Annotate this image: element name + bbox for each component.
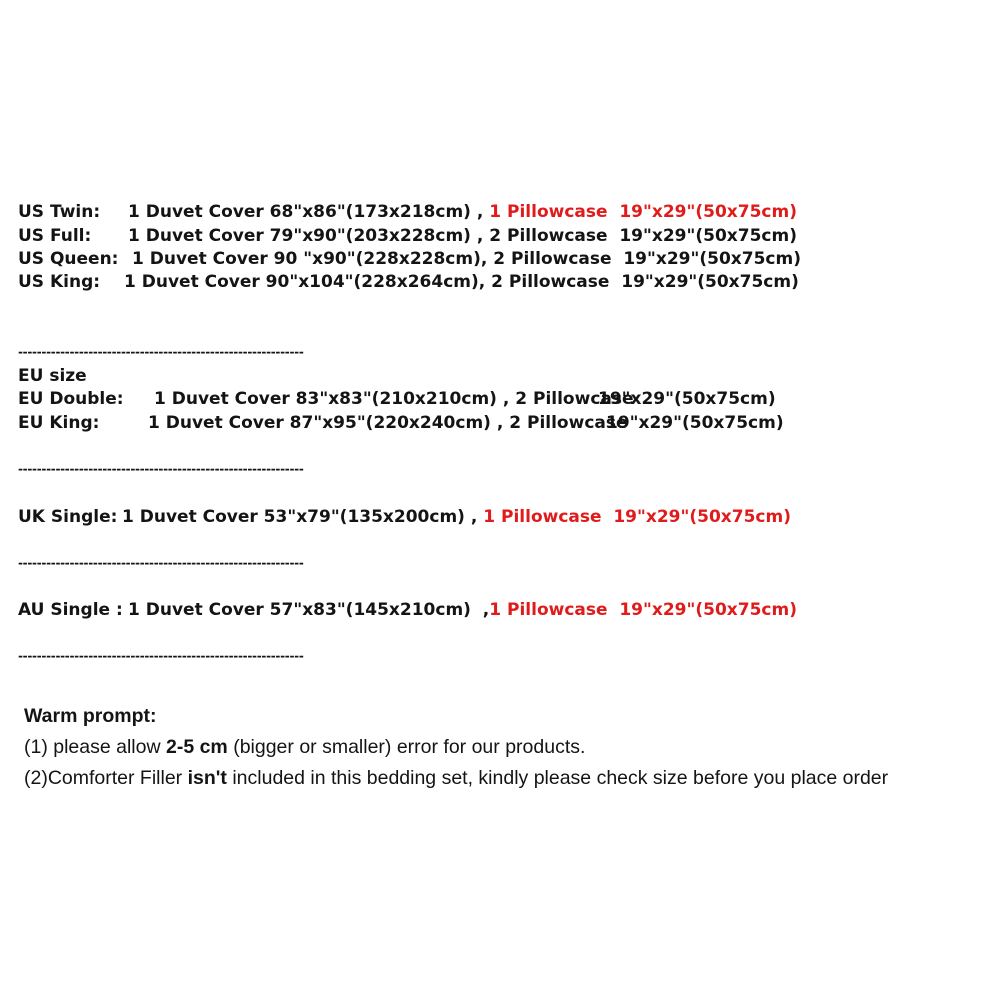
au-single-row	[18, 600, 797, 620]
pillowcase-spec: 2 Pillowcase 19"x29"(50x75cm)	[491, 272, 799, 292]
duvet-cover-spec: 1 Duvet Cover 57"x83"(145x210cm) ,	[128, 600, 490, 620]
warm-prompt-line-1	[24, 735, 585, 759]
pillowcase-spec: 1 Pillowcase 19"x29"(50x75cm)	[483, 507, 791, 527]
eu-king-row	[18, 413, 784, 433]
us-queen-row	[18, 249, 801, 269]
size-label: EU Double:	[18, 389, 124, 409]
separator: -------------------------------------------------------------	[18, 462, 304, 476]
pillowcase-spec: 2 Pillowcase 19"x29"(50x75cm)	[489, 226, 797, 246]
us-full-row	[18, 226, 797, 246]
pillowcase-spec: 1 Pillowcase 19"x29"(50x75cm)	[489, 600, 797, 620]
duvet-cover-spec: 1 Duvet Cover 90"x104"(228x264cm),	[124, 272, 492, 292]
prompt-text: included in this bedding set, kindly please check size before you place order	[226, 767, 889, 789]
duvet-cover-spec: 1 Duvet Cover 53"x79"(135x200cm) ,	[122, 507, 484, 527]
size-label: US King:	[18, 272, 101, 292]
pillowcase-spec: 2 Pillowcase 19"x29"(50x75cm)	[493, 249, 801, 269]
us-king-row	[18, 272, 799, 292]
us-twin-row	[18, 202, 797, 222]
warm-prompt-line-2	[24, 766, 888, 790]
eu-heading: EU size	[18, 366, 87, 386]
pillowcase-spec: 1 Pillowcase 19"x29"(50x75cm)	[489, 202, 797, 222]
size-label: EU King:	[18, 413, 100, 433]
separator: -------------------------------------------------------------	[18, 345, 304, 359]
pillowcase-size: 19"x29"(50x75cm)	[598, 389, 776, 409]
pillowcase-size: 19"x29"(50x75cm)	[606, 413, 784, 433]
prompt-text: (2)Comforter Filler	[24, 767, 188, 789]
size-label: US Full:	[18, 226, 92, 246]
separator: -------------------------------------------------------------	[18, 649, 304, 663]
uk-single-row	[18, 507, 791, 527]
duvet-cover-spec: 1 Duvet Cover 90 "x90"(228x228cm),	[132, 249, 494, 269]
prompt-text: (1) please allow	[24, 736, 166, 758]
size-label: US Twin:	[18, 202, 101, 222]
size-label: AU Single :	[18, 600, 123, 620]
duvet-cover-spec: 1 Duvet Cover 87"x95"(220x240cm) , 2 Pillowcase	[148, 413, 628, 433]
duvet-cover-spec: 1 Duvet Cover 68"x86"(173x218cm) ,	[128, 202, 490, 222]
separator: -------------------------------------------------------------	[18, 556, 304, 570]
prompt-text: (bigger or smaller) error for our products.	[227, 736, 586, 758]
size-label: US Queen:	[18, 249, 119, 269]
duvet-cover-spec: 1 Duvet Cover 79"x90"(203x228cm) ,	[128, 226, 490, 246]
prompt-emphasis: 2-5 cm	[165, 736, 228, 758]
warm-prompt-title: Warm prompt:	[24, 705, 157, 727]
duvet-cover-spec: 1 Duvet Cover 83"x83"(210x210cm) , 2 Pillowcase	[154, 389, 634, 409]
size-label: UK Single:	[18, 507, 118, 527]
prompt-emphasis: isn't	[187, 767, 227, 789]
eu-double-row	[18, 389, 776, 409]
